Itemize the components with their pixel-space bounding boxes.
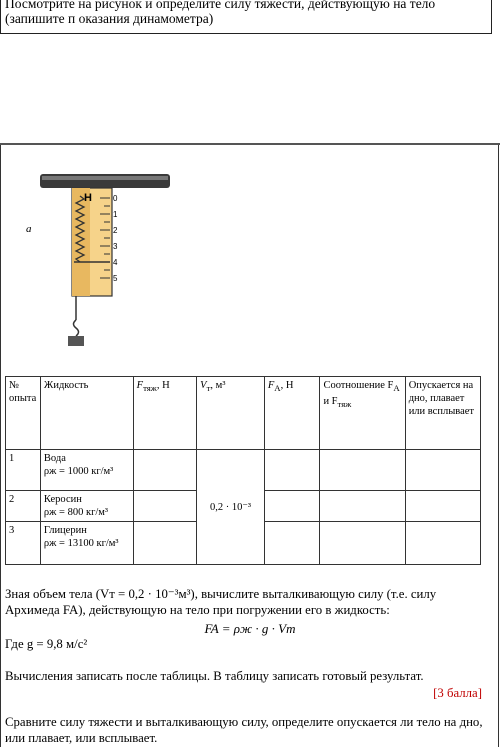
ratio-cell[interactable] (320, 450, 405, 491)
sink-cell[interactable] (405, 491, 480, 522)
tick-label: 1 (113, 210, 118, 219)
dynamometer-figure (20, 170, 180, 370)
header-f-arch: $F_A$, Н (264, 377, 320, 450)
table-row (6, 450, 481, 491)
row-num: 1 (6, 450, 41, 491)
sink-cell[interactable] (405, 450, 480, 491)
top-task-line1: Посмотрите на рисунок и определите силу тяжести, действующую на тело (5, 0, 436, 11)
gravity-constant: Где g = 9,8 м/с² (5, 637, 88, 651)
header-num: № опыта (6, 377, 41, 450)
header-f-grav: $F_{тяж}$, Н (133, 377, 197, 450)
weight-block (68, 336, 84, 346)
table-header-row (6, 377, 481, 450)
header-ratio: Соотношение $F_A$ и $F_{тяж}$ (320, 377, 405, 450)
header-volume: $V_т$, м³ (197, 377, 265, 450)
ratio-cell[interactable] (320, 522, 405, 565)
f-grav-cell[interactable] (133, 522, 197, 565)
header-sink: Опускается на дно, плавает или всплывает (405, 377, 480, 450)
f-grav-cell[interactable] (133, 450, 197, 491)
archimedes-formula: FA = ρж · g · Vт (204, 621, 296, 636)
tick-label: 2 (113, 226, 118, 235)
top-task-box (0, 0, 492, 34)
row-liquid: Вода ρж = 1000 кг/м³ (40, 450, 133, 491)
header-liquid: Жидкость (40, 377, 133, 450)
f-arch-cell[interactable] (264, 450, 320, 491)
sink-cell[interactable] (405, 522, 480, 565)
experiment-table (5, 376, 481, 565)
top-task-line2: (запишите п оказания динамометра) (5, 11, 214, 26)
score-label: [3 балла] (433, 686, 482, 700)
tick-label: 0 (113, 194, 118, 203)
f-arch-cell[interactable] (264, 522, 320, 565)
instruction-paragraph-1: Зная объем тела (Vт = 0,2 · 10⁻³м³), вычислите выталкивающую силу (т.е. силу Архимеда FA), действующую на тело при погружении его в жидкость: (5, 587, 437, 617)
f-arch-cell[interactable] (264, 491, 320, 522)
row-num: 2 (6, 491, 41, 522)
row-liquid: Глицерин ρж = 13100 кг/м³ (40, 522, 133, 565)
tick-label: 5 (113, 274, 118, 283)
tick-label: 4 (113, 258, 118, 267)
row-liquid: Керосин ρж = 800 кг/м³ (40, 491, 133, 522)
figure-label: а (26, 223, 32, 235)
volume-value-cell: 0,2 · 10⁻³ (197, 450, 265, 565)
f-grav-cell[interactable] (133, 491, 197, 522)
instruction-paragraph-2: Вычисления записать после таблицы. В таблицу записать готовый результат. (5, 669, 424, 683)
row-num: 3 (6, 522, 41, 565)
tick-label: 3 (113, 242, 118, 251)
scale-unit-label: Н (84, 192, 92, 204)
ratio-cell[interactable] (320, 491, 405, 522)
instruction-paragraph-3: Сравните силу тяжести и выталкивающую силу, определите опускается ли тело на дно, или плавает, или всплывает. (5, 715, 483, 745)
